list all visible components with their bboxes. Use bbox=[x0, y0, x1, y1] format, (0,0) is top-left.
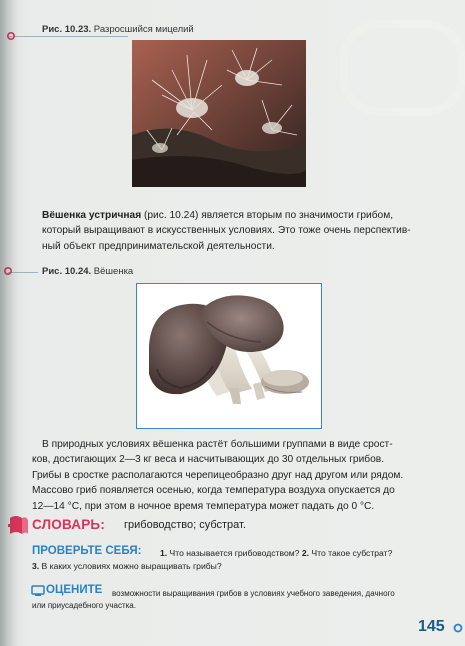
background-decoration bbox=[340, 20, 465, 116]
caption-bullet-icon bbox=[3, 266, 13, 276]
caption-bullet-icon bbox=[6, 31, 16, 41]
evaluate-text-line1: возможности выращивания грибов в условиях учебного заведения, дачного bbox=[112, 589, 395, 598]
term-oyster: Вёшенка устричная bbox=[42, 210, 142, 221]
page-number: 145 bbox=[418, 618, 445, 635]
self-check-questions-line2 bbox=[32, 561, 222, 571]
question-number: 1. bbox=[160, 548, 168, 558]
oyster-mushroom-illustration bbox=[137, 284, 321, 428]
text-line: (рис. 10.24) является вторым по значимости грибом, bbox=[141, 210, 394, 221]
question-number: 3. bbox=[32, 561, 40, 571]
question-number: 2. bbox=[301, 548, 309, 558]
figure-caption-mycelium bbox=[42, 24, 194, 35]
question-text: В каких условиях можно выращивать грибы? bbox=[39, 561, 222, 571]
text-line: Массово гриб появляется осенью, когда температура воздуха опускается до bbox=[32, 485, 395, 497]
caption-underline bbox=[8, 36, 128, 37]
figure-title: Разросшийся мицелий bbox=[93, 24, 194, 35]
mycelium-illustration bbox=[132, 40, 306, 187]
self-check-heading: ПРОВЕРЬТЕ СЕБЯ: bbox=[32, 545, 142, 557]
evaluate-heading: ОЦЕНИТЕ bbox=[46, 584, 103, 596]
figure-title: Вёшенка bbox=[93, 266, 134, 277]
paragraph-natural-conditions bbox=[32, 437, 403, 514]
text-line: Грибы в сростке располагаются черепицеобразно друг над другом или рядом. bbox=[32, 469, 404, 481]
figure-label: Рис. 10.23. bbox=[42, 24, 92, 35]
text-line: 12—14 °C, при этом в ночное время температура может падать до 0 °C. bbox=[32, 500, 375, 512]
question-text: Что называется грибоводством? bbox=[167, 548, 300, 558]
text-line: ков, достигающих 2—3 кг веса и насчитывающих до 30 отдельных грибов. bbox=[32, 454, 385, 466]
question-text: Что такое субстрат? bbox=[308, 548, 393, 558]
evaluate-text-line2: или приусадебного участка. bbox=[32, 601, 136, 610]
paragraph-oyster-intro bbox=[42, 208, 411, 254]
oyster-mushroom-photo bbox=[136, 283, 322, 429]
vocabulary-heading: СЛОВАРЬ: bbox=[32, 517, 106, 532]
figure-label: Рис. 10.24. bbox=[42, 266, 92, 277]
vocabulary-terms: грибоводство; субстрат. bbox=[124, 519, 246, 531]
text-line: В природных условиях вёшенка растёт большими группами в виде срост- bbox=[42, 439, 393, 450]
vocabulary-icon bbox=[6, 512, 30, 540]
self-check-questions-line1 bbox=[160, 548, 392, 558]
evaluate-icon bbox=[31, 585, 45, 597]
mycelium-photo bbox=[132, 40, 306, 187]
page-number-bullet-icon bbox=[452, 622, 464, 634]
text-line: ный объект предпринимательской деятельности. bbox=[42, 240, 275, 252]
figure-caption-oyster bbox=[42, 266, 133, 277]
text-line: который выращивают в искусственных условиях. Это тоже очень перспектив- bbox=[42, 225, 411, 237]
